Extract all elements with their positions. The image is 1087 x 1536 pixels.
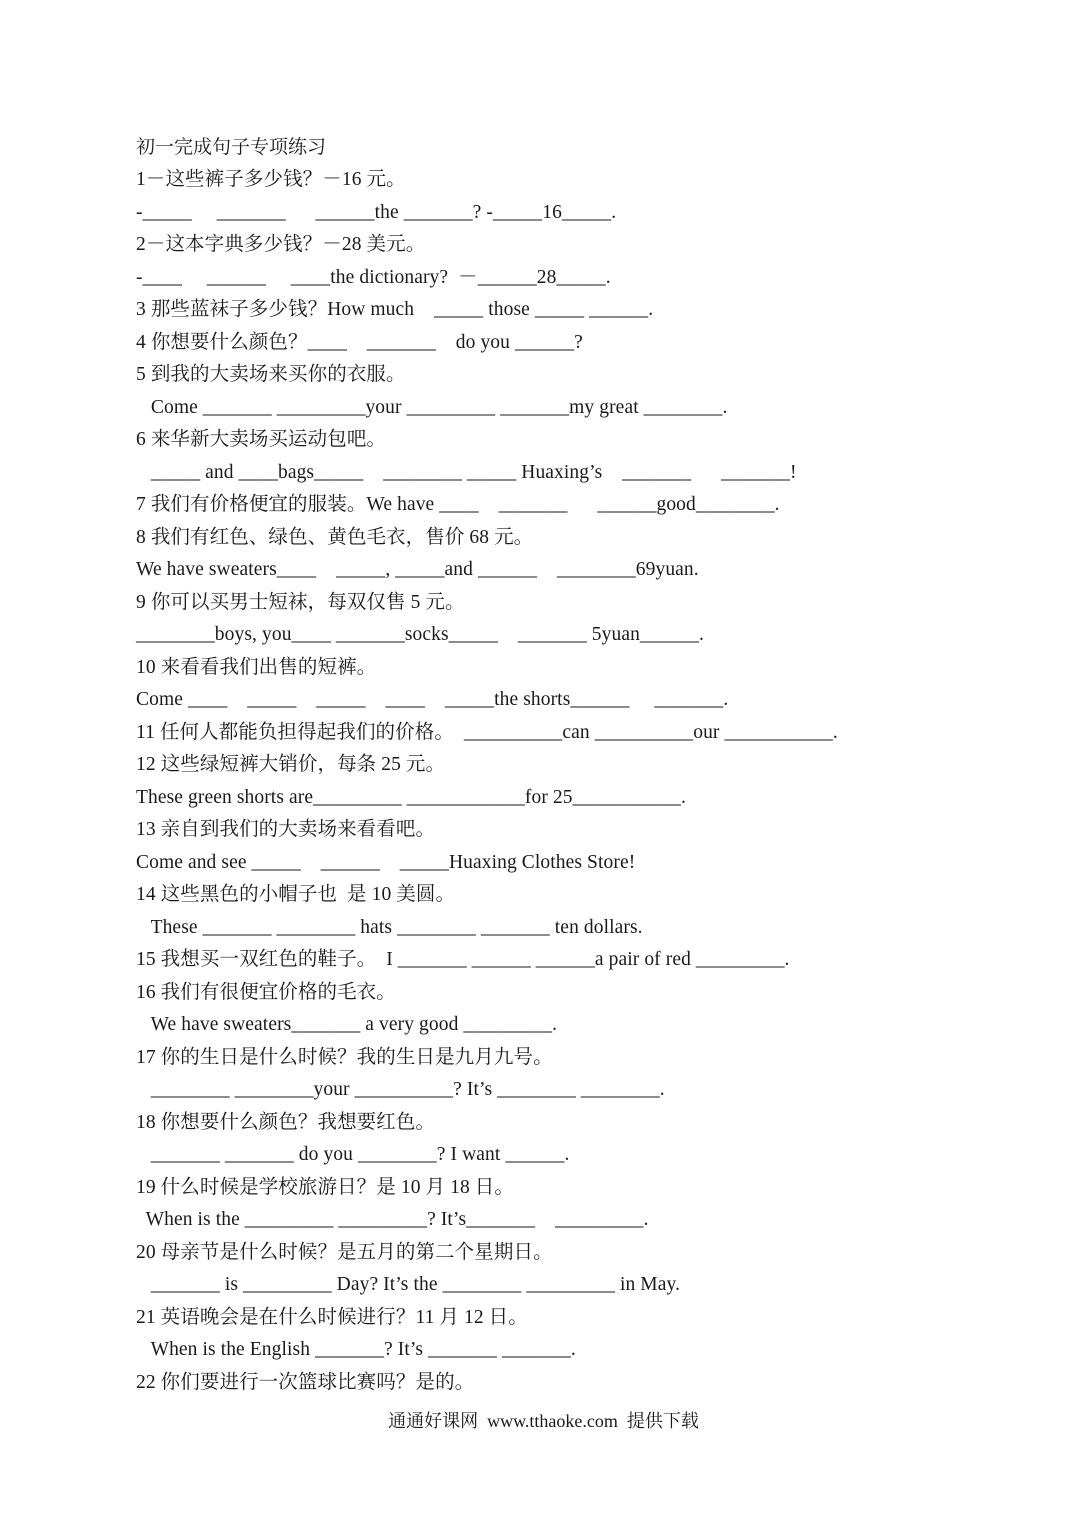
exercise-line: These green shorts are_________ ____________for 25___________. [136, 786, 686, 808]
exercise-line: 14 这些黑色的小帽子也 是 10 美圆。 [136, 884, 456, 905]
exercise-line: 18 你想要什么颜色？我想要红色。 [136, 1111, 436, 1133]
exercise-line: 4 你想要什么颜色？____ _______ do you ______? [136, 331, 583, 353]
exercise-line: 8 我们有红色、绿色、黄色毛衣，售价 68 元。 [136, 526, 534, 548]
exercise-line: _______ _______ do you ________? I want ______. [136, 1144, 570, 1165]
exercise-line: _______ is _________ Day? It’s the ________ _________ in May. [136, 1274, 681, 1295]
exercise-line: When is the English _______? It’s _______ _______. [136, 1339, 576, 1360]
exercise-line: 11 任何人都能负担得起我们的价格。 __________can __________our ___________. [136, 721, 838, 743]
exercise-line: 16 我们有很便宜价格的毛衣。 [136, 981, 396, 1003]
exercise-line: Come and see _____ ______ _____Huaxing Clothes Store! [136, 851, 636, 873]
exercise-line: 10 来看看我们出售的短裤。 [136, 656, 377, 678]
exercise-line: 15 我想买一双红色的鞋子。 I _______ ______ ______a pair of red _________. [136, 949, 790, 970]
exercise-line: 22 你们要进行一次篮球比赛吗？是的。 [136, 1371, 475, 1393]
exercise-line: 3 那些蓝袜子多少钱？How much _____ those _____ ______. [136, 299, 654, 320]
exercise-line: These _______ ________ hats ________ _______ ten dollars. [136, 916, 643, 938]
exercise-content [136, 132, 1036, 1399]
exercise-line: Come _______ _________your _________ _______my great ________. [136, 396, 728, 418]
exercise-lines [136, 164, 1036, 1399]
exercise-line: -____ ______ ____the dictionary? －______28_____. [136, 266, 611, 288]
exercise-line: 13 亲自到我们的大卖场来看看吧。 [136, 819, 436, 840]
exercise-line: 12 这些绿短裤大销价，每条 25 元。 [136, 754, 446, 775]
exercise-line: -_____ _______ ______the _______? -_____16_____. [136, 201, 617, 223]
exercise-line: 20 母亲节是什么时候？是五月的第二个星期日。 [136, 1241, 553, 1263]
exercise-line: 17 你的生日是什么时候？我的生日是九月九号。 [136, 1046, 553, 1068]
exercise-line: 1－这些裤子多少钱？－16 元。 [136, 169, 406, 190]
exercise-line: 19 什么时候是学校旅游日？是 10 月 18 日。 [136, 1176, 514, 1198]
exercise-line: Come ____ _____ _____ ____ _____the shorts______ _______. [136, 689, 729, 710]
exercise-line: ________boys, you____ _______socks_____ _______ 5yuan______. [136, 624, 705, 645]
exercise-line: We have sweaters____ _____, _____and ______ ________69yuan. [136, 559, 699, 580]
exercise-line: ________ ________your __________? It’s ________ ________. [136, 1079, 665, 1100]
exercise-line: 7 我们有价格便宜的服装。We have ____ _______ ______good________. [136, 494, 780, 515]
exercise-line: We have sweaters_______ a very good _________. [136, 1014, 558, 1035]
exercise-line: 9 你可以买男士短袜，每双仅售 5 元。 [136, 591, 465, 613]
exercise-line: 2－这本字典多少钱？－28 美元。 [136, 234, 426, 255]
exercise-line: _____ and ____bags_____ ________ _____ Huaxing’s _______ _______! [136, 461, 797, 483]
exercise-line: 5 到我的大卖场来买你的衣服。 [136, 364, 406, 385]
exercise-line: 21 英语晚会是在什么时候进行？11 月 12 日。 [136, 1306, 528, 1328]
page-title: 初一完成句子专项练习 [136, 137, 327, 158]
exercise-line: When is the _________ _________? It’s_______ _________. [136, 1209, 649, 1230]
footer-credit: 通通好课网 www.tthaoke.com 提供下载 [388, 1411, 699, 1431]
exercise-line: 6 来华新大卖场买运动包吧。 [136, 429, 387, 450]
